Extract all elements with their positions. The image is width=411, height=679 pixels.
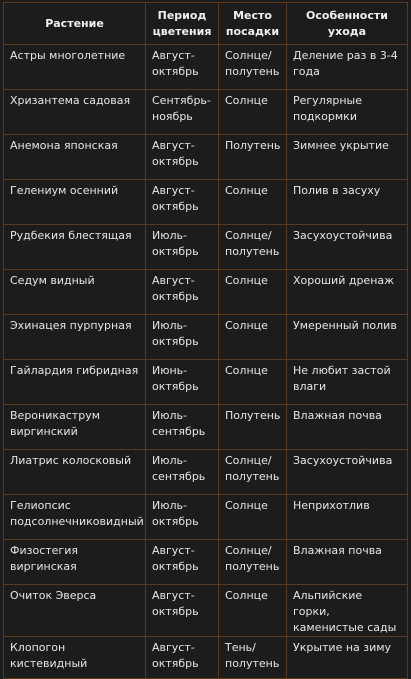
bloom-period-cell xyxy=(146,540,219,585)
planting-site-cell xyxy=(219,225,287,270)
table-row xyxy=(4,405,408,450)
cell-text: Август-октябрь xyxy=(152,589,199,618)
cell-text: Тень/полутень xyxy=(225,641,280,670)
cell-text: Засухоустойчива xyxy=(293,229,393,242)
table-row xyxy=(4,225,408,270)
cell-text: Хризантема садовая xyxy=(10,94,131,107)
cell-text: Полутень xyxy=(225,139,281,152)
bloom-period-cell xyxy=(146,135,219,180)
care-notes-cell xyxy=(287,90,408,135)
table-row xyxy=(4,90,408,135)
plant-name-cell xyxy=(4,135,146,180)
cell-text: Август-октябрь xyxy=(152,544,199,573)
cell-text: Засухоустойчива xyxy=(293,454,393,467)
planting-site-cell xyxy=(219,405,287,450)
plant-name-cell xyxy=(4,450,146,495)
cell-text: Июль-сентябрь xyxy=(152,409,206,438)
cell-text: Укрытие на зиму xyxy=(293,641,392,654)
care-notes-cell xyxy=(287,637,408,679)
care-notes-cell xyxy=(287,45,408,90)
plant-name-cell xyxy=(4,585,146,637)
bloom-period-cell xyxy=(146,315,219,360)
plant-name-cell xyxy=(4,90,146,135)
cell-text: Зимнее укрытие xyxy=(293,139,389,152)
planting-site-cell xyxy=(219,45,287,90)
cell-text: Полутень xyxy=(225,409,281,422)
plant-name-cell xyxy=(4,495,146,540)
care-notes-cell xyxy=(287,180,408,225)
bloom-period-cell xyxy=(146,637,219,679)
cell-text: Июль-сентябрь xyxy=(152,454,206,483)
cell-text: Не любит застой влаги xyxy=(293,364,391,393)
planting-site-cell xyxy=(219,135,287,180)
table-row xyxy=(4,450,408,495)
plant-name-cell xyxy=(4,360,146,405)
header-bloom-period: Период цветения xyxy=(146,3,219,45)
cell-text: Июль-октябрь xyxy=(152,229,199,258)
cell-text: Клопогон кистевидный xyxy=(10,641,88,670)
cell-text: Солнце xyxy=(225,94,268,107)
plant-name-cell xyxy=(4,45,146,90)
planting-site-cell xyxy=(219,495,287,540)
cell-text: Июль-октябрь xyxy=(152,319,199,348)
planting-site-cell xyxy=(219,180,287,225)
table-row xyxy=(4,270,408,315)
planting-site-cell xyxy=(219,450,287,495)
cell-text: Седум видный xyxy=(10,274,95,287)
cell-text: Анемона японская xyxy=(10,139,118,152)
plant-name-cell xyxy=(4,270,146,315)
bloom-period-cell xyxy=(146,495,219,540)
cell-text: Сентябрь-ноябрь xyxy=(152,94,211,123)
table-row xyxy=(4,637,408,679)
planting-site-cell xyxy=(219,585,287,637)
cell-text: Август-октябрь xyxy=(152,49,199,78)
bloom-period-cell xyxy=(146,45,219,90)
table-row xyxy=(4,45,408,90)
plant-name-cell xyxy=(4,315,146,360)
cell-text: Гелениум осенний xyxy=(10,184,119,197)
table-row xyxy=(4,540,408,585)
cell-text: Рудбекия блестящая xyxy=(10,229,132,242)
cell-text: Солнце/полутень xyxy=(225,49,280,78)
bloom-period-cell xyxy=(146,270,219,315)
planting-site-cell xyxy=(219,540,287,585)
cell-text: Солнце/полутень xyxy=(225,544,280,573)
care-notes-cell xyxy=(287,540,408,585)
cell-text: Умеренный полив xyxy=(293,319,397,332)
cell-text: Регулярные подкормки xyxy=(293,94,362,123)
care-notes-cell xyxy=(287,450,408,495)
bloom-period-cell xyxy=(146,585,219,637)
cell-text: Хороший дренаж xyxy=(293,274,395,287)
cell-text: Август-октябрь xyxy=(152,274,199,303)
bloom-period-cell xyxy=(146,90,219,135)
bloom-period-cell xyxy=(146,180,219,225)
cell-text: Лиатрис колосковый xyxy=(10,454,132,467)
header-plant: Растение xyxy=(4,3,146,45)
table-row xyxy=(4,135,408,180)
cell-text: Солнце xyxy=(225,274,268,287)
header-planting-site: Место посадки xyxy=(219,3,287,45)
cell-text: Солнце xyxy=(225,319,268,332)
cell-text: Солнце xyxy=(225,499,268,512)
table-row xyxy=(4,180,408,225)
care-notes-cell xyxy=(287,585,408,637)
plant-name-cell xyxy=(4,225,146,270)
care-notes-cell xyxy=(287,495,408,540)
cell-text: Гелиопсис подсолнечниковидный xyxy=(10,499,144,528)
cell-text: Влажная почва xyxy=(293,544,382,557)
care-notes-cell xyxy=(287,405,408,450)
care-notes-cell xyxy=(287,315,408,360)
care-notes-cell xyxy=(287,270,408,315)
plant-name-cell xyxy=(4,540,146,585)
care-notes-cell xyxy=(287,225,408,270)
table-row xyxy=(4,315,408,360)
cell-text: Солнце/полутень xyxy=(225,454,280,483)
plants-table xyxy=(3,2,408,679)
planting-site-cell xyxy=(219,360,287,405)
bloom-period-cell xyxy=(146,450,219,495)
cell-text: Солнце/полутень xyxy=(225,229,280,258)
cell-text: Солнце xyxy=(225,364,268,377)
care-notes-cell xyxy=(287,360,408,405)
plant-name-cell xyxy=(4,637,146,679)
plant-name-cell xyxy=(4,405,146,450)
cell-text: Очиток Эверса xyxy=(10,589,97,602)
table-row xyxy=(4,495,408,540)
plant-name-cell xyxy=(4,180,146,225)
cell-text: Физостегия виргинская xyxy=(10,544,78,573)
cell-text: Альпийские горки, каменистые сады xyxy=(293,589,397,634)
cell-text: Астры многолетние xyxy=(10,49,126,62)
cell-text: Август-октябрь xyxy=(152,641,199,670)
planting-site-cell xyxy=(219,315,287,360)
cell-text: Деление раз в 3-4 года xyxy=(293,49,398,78)
table-row xyxy=(4,585,408,637)
bloom-period-cell xyxy=(146,360,219,405)
cell-text: Солнце xyxy=(225,184,268,197)
planting-site-cell xyxy=(219,270,287,315)
header-care-notes: Особенности ухода xyxy=(287,3,408,45)
cell-text: Июнь-октябрь xyxy=(152,364,199,393)
cell-text: Влажная почва xyxy=(293,409,382,422)
cell-text: Июль-октябрь xyxy=(152,499,199,528)
cell-text: Август-октябрь xyxy=(152,139,199,168)
cell-text: Вероникаструм виргинский xyxy=(10,409,100,438)
cell-text: Солнце xyxy=(225,589,268,602)
cell-text: Неприхотлив xyxy=(293,499,370,512)
bloom-period-cell xyxy=(146,405,219,450)
header-row xyxy=(4,3,408,45)
care-notes-cell xyxy=(287,135,408,180)
table-header xyxy=(4,3,408,45)
table-row xyxy=(4,360,408,405)
bloom-period-cell xyxy=(146,225,219,270)
planting-site-cell xyxy=(219,90,287,135)
cell-text: Полив в засуху xyxy=(293,184,381,197)
planting-site-cell xyxy=(219,637,287,679)
cell-text: Гайлардия гибридная xyxy=(10,364,139,377)
cell-text: Эхинацея пурпурная xyxy=(10,319,132,332)
cell-text: Август-октябрь xyxy=(152,184,199,213)
table-body xyxy=(4,45,408,679)
